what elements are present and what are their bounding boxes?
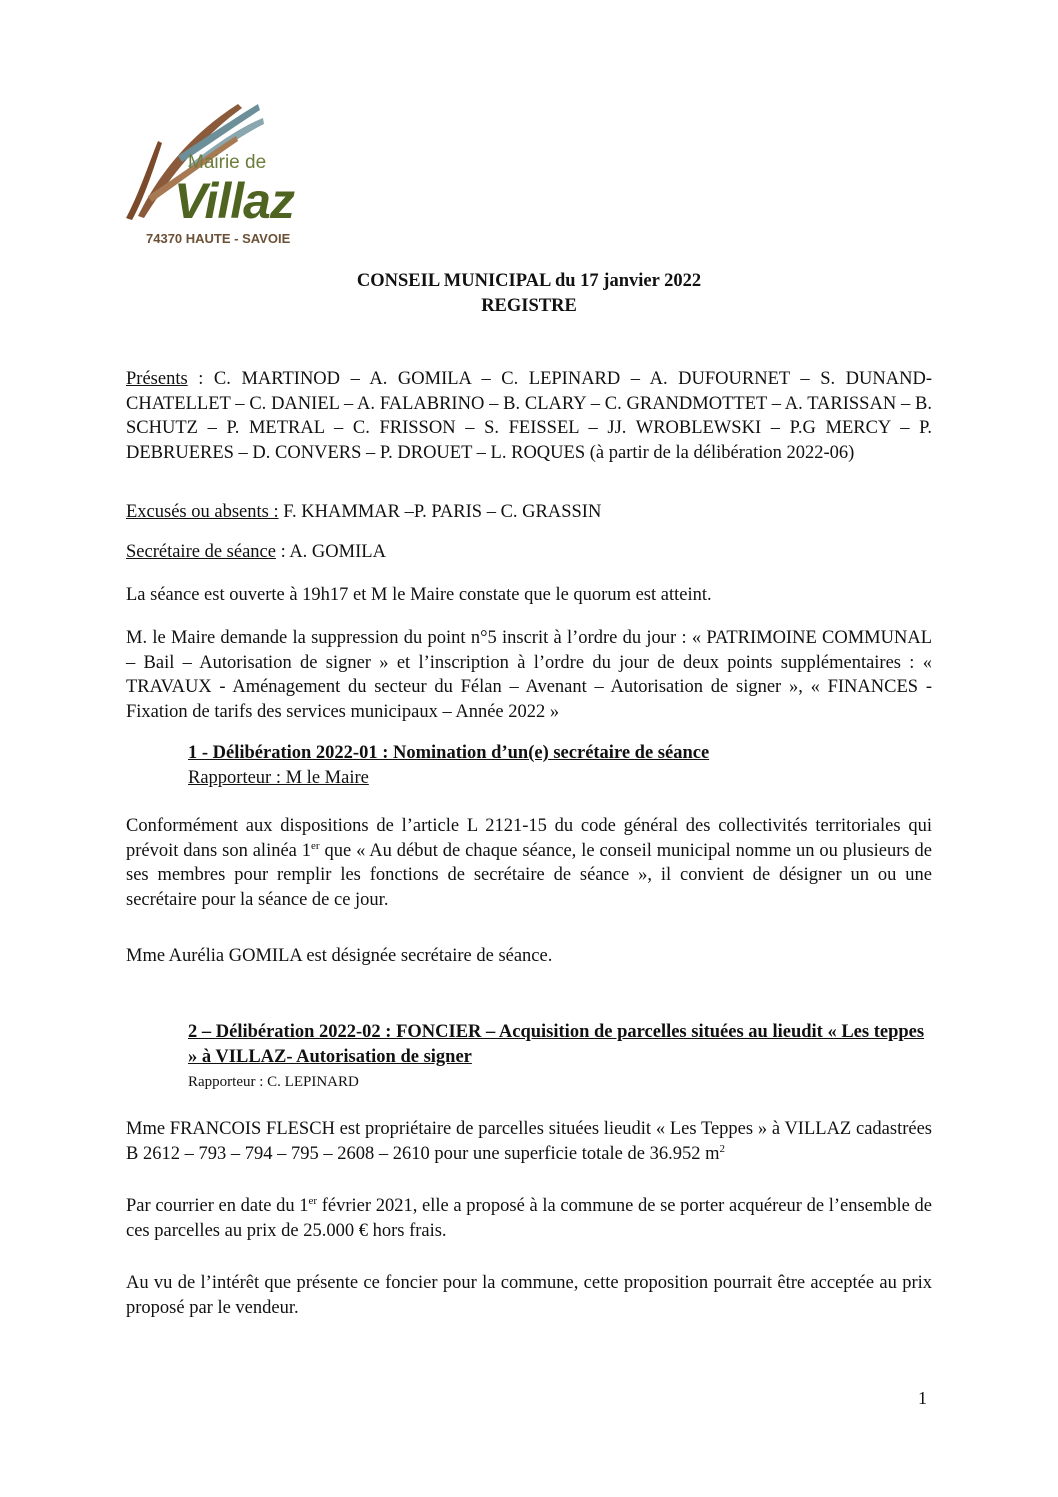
section1-text-b: que « Au début de chaque séance, le conseil municipal nomme un ou plusieurs de ses membres pour remplir les fonctions de secrétaire de séance », il convient de désigner un ou une secrétaire pour la séance de ce jour. [126, 840, 932, 910]
secretaire-label: Secrétaire de séance [126, 542, 276, 562]
document-title: CONSEIL MUNICIPAL du 17 janvier 2022 [356, 271, 702, 291]
secretaire-name: : A. GOMILA [275, 542, 386, 562]
opening-paragraph: La séance est ouverte à 19h17 et M le Maire constate que le quorum est atteint. [126, 585, 712, 605]
section2-paragraph3: Au vu de l’intérêt que présente ce foncier pour la commune, cette proposition pourrait être acceptée au prix proposé par le vendeur. [126, 1273, 932, 1318]
excuses-paragraph [126, 500, 932, 525]
section2-paragraph2 [126, 1194, 932, 1243]
presents-paragraph [126, 367, 932, 465]
section2-p2-text-a: Par courrier en date du 1 [126, 1196, 309, 1216]
section2-title: 2 – Délibération 2022-02 : FONCIER – Acquisition de parcelles situées au lieudit « Les teppes » à VILLAZ- Autorisation de signer [188, 1022, 925, 1067]
section2-heading [188, 1020, 928, 1095]
logo-villaz-text: Villaz [174, 173, 294, 229]
section2-paragraph1 [126, 1117, 932, 1166]
presents-list: : C. MARTINOD – A. GOMILA – C. LEPINARD – A. DUFOURNET – S. DUNAND-CHATELLET – C. DANIEL – A. FALABRINO – B. CLARY – C. GRANDMOTTET – A. TARISSAN – B. SCHUTZ – P. METRAL – C. FRISSON – S. FEISSEL – JJ. WROBLEWSKI – P.G MERCY – P. DEBRUERES – D. CONVERS – P. DROUET – L. ROQUES (à partir de la délibération 2022-06) [126, 369, 932, 463]
document-subtitle: REGISTRE [481, 296, 577, 316]
section2-p2-text-b: février 2021, elle a proposé à la commune de se porter acquéreur de l’ensemble de ces parcelles au prix de 25.000 € hors frais. [126, 1196, 932, 1241]
secretaire-paragraph [126, 540, 932, 565]
logo-mairie-text: Mairie de [188, 152, 267, 173]
section1-rapporteur: Rapporteur : M le Maire [188, 767, 369, 788]
section1-paragraph2: Mme Aurélia GOMILA est désignée secrétaire de séance. [126, 946, 553, 966]
section1-text-a: Conformément aux dispositions de l’article L 2121-15 du code général des collectivités territoriales qui prévoit dans son alinéa 1 [126, 816, 932, 861]
section2-p1-text: Mme FRANCOIS FLESCH est propriétaire de parcelles situées lieudit « Les Teppes » à VILLAZ cadastrées B 2612 – 793 – 794 – 795 – 2608 – 2610 pour une superficie totale de 36.952 m [126, 1119, 932, 1164]
presents-label: Présents [126, 369, 188, 389]
page-number: 1 [918, 1388, 927, 1408]
section1-heading [188, 741, 928, 790]
section1-paragraph1 [126, 814, 932, 912]
section2-p2-sup: er [308, 1194, 318, 1207]
section2-rapporteur: Rapporteur : C. LEPINARD [188, 1074, 359, 1090]
section2-p1-sup: 2 [719, 1142, 725, 1155]
excuses-label: Excusés ou absents : [126, 502, 279, 522]
excuses-list: F. KHAMMAR –P. PARIS – C. GRASSIN [278, 502, 602, 522]
section1-sup: er [311, 839, 320, 852]
agenda-change-paragraph: M. le Maire demande la suppression du point n°5 inscrit à l’ordre du jour : « PATRIMOINE COMMUNAL – Bail – Autorisation de signer » et l’inscription à l’ordre du jour de deux points supplémentaires : « TRAVAUX - Aménagement du secteur du Félan – Avenant – Autorisation de signer », « FINANCES - Fixation de tarifs des services municipaux – Année 2022 » [126, 628, 932, 722]
municipal-logo [118, 96, 318, 251]
logo-dept-text: 74370 HAUTE - SAVOIE [146, 231, 291, 246]
section1-title: 1 - Délibération 2022-01 : Nomination d’un(e) secrétaire de séance [188, 743, 710, 763]
